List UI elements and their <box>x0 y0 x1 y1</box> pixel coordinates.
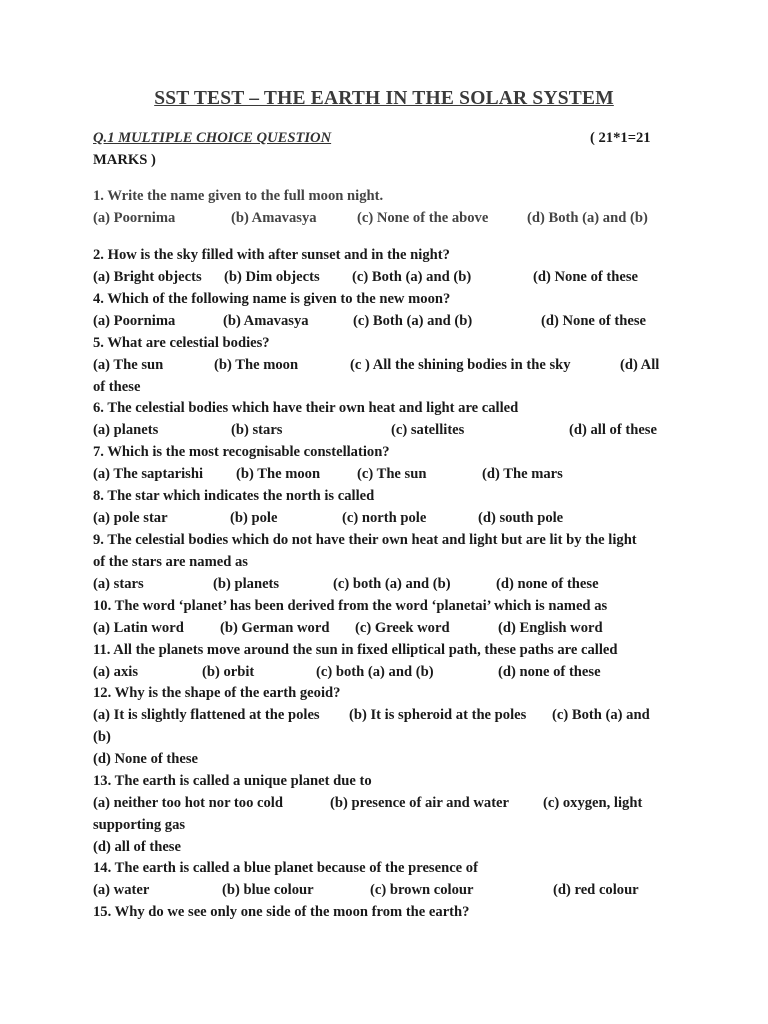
question-5-options <box>93 355 673 375</box>
q9-option-c: (c) both (a) and (b) <box>333 576 451 592</box>
q4-option-b: (b) Amavasya <box>223 313 309 329</box>
q8-option-b: (b) pole <box>230 510 278 526</box>
page-title: SST TEST – THE EARTH IN THE SOLAR SYSTEM <box>154 88 614 109</box>
question-12: 12. Why is the shape of the earth geoid? <box>93 685 341 701</box>
question-2: 2. How is the sky filled with after sunset and in the night? <box>93 247 450 263</box>
q5-option-b: (b) The moon <box>214 357 299 373</box>
q2-option-d: (d) None of these <box>533 269 638 285</box>
q11-option-d: (d) none of these <box>498 664 601 680</box>
question-7-options <box>93 464 673 484</box>
q7-option-a: (a) The saptarishi <box>93 466 204 482</box>
q12-option-b: (b) It is spheroid at the poles <box>349 707 527 723</box>
question-1-options <box>93 208 673 228</box>
question-7: 7. Which is the most recognisable constellation? <box>93 444 390 460</box>
q9-option-d: (d) none of these <box>496 576 599 592</box>
question-13: 13. The earth is called a unique planet due to <box>93 773 372 789</box>
q10-option-c: (c) Greek word <box>355 620 450 636</box>
q1-option-d: (d) Both (a) and (b) <box>527 210 648 226</box>
q9-option-b: (b) planets <box>213 576 280 592</box>
section-heading-row <box>93 128 693 148</box>
question-9: 9. The celestial bodies which do not have their own heat and light but are lit by the light <box>93 532 637 548</box>
question-1: 1. Write the name given to the full moon night. <box>93 188 384 204</box>
q9-option-a: (a) stars <box>93 576 144 592</box>
q14-option-a: (a) water <box>93 882 150 898</box>
q13-option-c: (c) oxygen, light <box>543 795 643 811</box>
q5-option-a: (a) The sun <box>93 357 164 373</box>
q14-option-c: (c) brown colour <box>370 882 474 898</box>
q6-option-d: (d) all of these <box>569 422 657 438</box>
q8-option-d: (d) south pole <box>478 510 564 526</box>
q4-option-a: (a) Poornima <box>93 313 176 329</box>
q2-option-c: (c) Both (a) and (b) <box>352 269 472 285</box>
q10-option-b: (b) German word <box>220 620 330 636</box>
q7-option-b: (b) The moon <box>236 466 321 482</box>
q7-option-d: (d) The mars <box>482 466 563 482</box>
q14-option-d: (d) red colour <box>553 882 639 898</box>
question-10: 10. The word ‘planet’ has been derived from the word ‘planetai’ which is named as <box>93 598 608 614</box>
question-10-options <box>93 618 673 638</box>
q12-option-d: (d) None of these <box>93 751 198 767</box>
question-14-options <box>93 880 673 900</box>
section-marks: ( 21*1=21 <box>590 130 651 146</box>
question-4: 4. Which of the following name is given to the new moon? <box>93 291 451 307</box>
q6-option-c: (c) satellites <box>391 422 465 438</box>
section-heading: Q.1 MULTIPLE CHOICE QUESTION <box>93 130 332 146</box>
q14-option-b: (b) blue colour <box>222 882 314 898</box>
question-13-options <box>93 793 673 813</box>
q10-option-a: (a) Latin word <box>93 620 184 636</box>
q5-option-d-continued: of these <box>93 379 141 395</box>
q6-option-b: (b) stars <box>231 422 283 438</box>
q2-option-b: (b) Dim objects <box>224 269 320 285</box>
question-8: 8. The star which indicates the north is called <box>93 488 375 504</box>
q10-option-d: (d) English word <box>498 620 603 636</box>
q13-option-d: (d) all of these <box>93 839 181 855</box>
q4-option-c: (c) Both (a) and (b) <box>353 313 473 329</box>
question-6: 6. The celestial bodies which have their own heat and light are called <box>93 400 519 416</box>
q11-option-a: (a) axis <box>93 664 138 680</box>
q1-option-c: (c) None of the above <box>357 210 489 226</box>
q8-option-c: (c) north pole <box>342 510 427 526</box>
q13-option-b: (b) presence of air and water <box>330 795 510 811</box>
q13-option-c-continued: supporting gas <box>93 817 186 833</box>
question-8-options <box>93 508 673 528</box>
question-6-options <box>93 420 673 440</box>
q5-option-d: (d) All <box>620 357 660 373</box>
q2-option-a: (a) Bright objects <box>93 269 202 285</box>
q12-option-c: (c) Both (a) and <box>552 707 650 723</box>
question-9-continued: of the stars are named as <box>93 554 248 570</box>
question-11: 11. All the planets move around the sun in fixed elliptical path, these paths are called <box>93 642 618 658</box>
q1-option-b: (b) Amavasya <box>231 210 317 226</box>
q11-option-c: (c) both (a) and (b) <box>316 664 434 680</box>
section-marks-continued: MARKS ) <box>93 152 156 168</box>
q4-option-d: (d) None of these <box>541 313 646 329</box>
question-9-options <box>93 574 673 594</box>
question-12-options <box>93 705 673 725</box>
question-2-options <box>93 267 673 287</box>
q1-option-a: (a) Poornima <box>93 210 176 226</box>
q12-option-a: (a) It is slightly flattened at the poles <box>93 707 320 723</box>
question-5: 5. What are celestial bodies? <box>93 335 270 351</box>
q5-option-c: (c ) All the shining bodies in the sky <box>350 357 571 373</box>
q7-option-c: (c) The sun <box>357 466 427 482</box>
question-11-options <box>93 662 673 682</box>
q11-option-b: (b) orbit <box>202 664 255 680</box>
question-14: 14. The earth is called a blue planet because of the presence of <box>93 860 478 876</box>
q8-option-a: (a) pole star <box>93 510 168 526</box>
q13-option-a: (a) neither too hot nor too cold <box>93 795 283 811</box>
question-4-options <box>93 311 673 331</box>
q6-option-a: (a) planets <box>93 422 159 438</box>
question-15: 15. Why do we see only one side of the moon from the earth? <box>93 904 470 920</box>
q12-option-c-continued: (b) <box>93 729 111 745</box>
